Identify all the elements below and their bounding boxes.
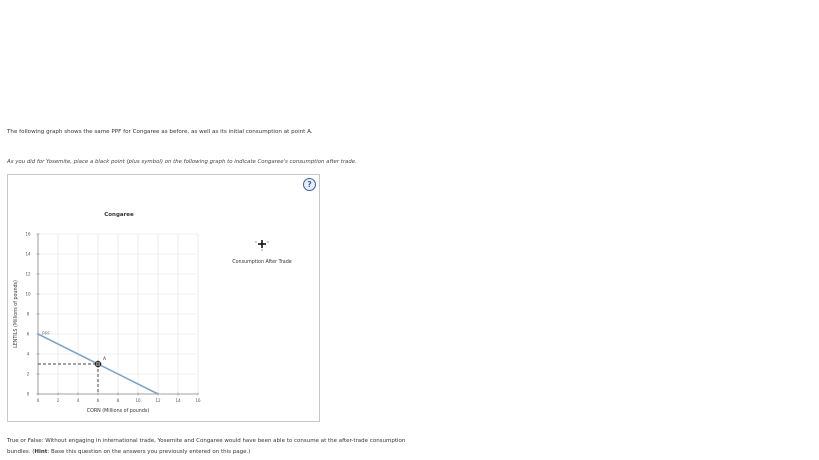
x-tick-label: 16 — [195, 398, 201, 403]
tf-question-line2-prefix: bundles. ( — [7, 449, 35, 455]
legend-label: Consumption After Trade — [232, 260, 292, 265]
true-false-question — [7, 436, 807, 458]
plus-icon-dot — [267, 241, 268, 242]
y-tick-label: 10 — [25, 291, 31, 297]
y-tick-label: 6 — [26, 331, 30, 337]
x-tick-label: 2 — [56, 398, 60, 403]
ppf-label: PPF — [42, 332, 51, 337]
x-tick-label: 6 — [96, 398, 100, 403]
tf-question-line2-suffix: : Base this question on the answers you previously entered on this page.) — [47, 449, 251, 455]
chart-title: Congaree — [104, 212, 134, 218]
hint-label: Hint — [34, 449, 48, 455]
x-axis-label: CORN (Millions of pounds) — [86, 409, 150, 414]
x-tick-label: 12 — [155, 398, 161, 403]
point-a-marker — [95, 361, 102, 368]
intro-text: The following graph shows the same PPF for Congaree as before, as well as its initial consumption at point A. — [7, 129, 313, 135]
y-tick-label: 0 — [26, 391, 30, 397]
y-tick-label: 16 — [25, 231, 31, 237]
y-tick-label: 14 — [25, 251, 31, 257]
y-tick-label: 12 — [25, 271, 31, 277]
legend-plus-symbol[interactable] — [255, 240, 268, 251]
y-axis-label: LENTILS (Millions of pounds) — [14, 280, 19, 348]
plus-icon-dot — [261, 249, 262, 250]
y-tick-label: 4 — [26, 351, 30, 357]
x-tick-label: 0 — [36, 398, 40, 403]
plus-icon-dot — [255, 241, 256, 242]
x-tick-label: 8 — [116, 398, 120, 403]
tf-question-line1: True or False: Without engaging in international trade, Yosemite and Congaree would have been able to consume at the after-trade consumption — [7, 438, 406, 444]
y-tick-label: 2 — [26, 371, 30, 377]
x-tick-label: 14 — [175, 398, 181, 403]
x-tick-label: 10 — [135, 398, 141, 403]
x-tick-label: 4 — [76, 398, 80, 403]
y-tick-label: 8 — [26, 311, 30, 317]
axes — [25, 232, 201, 404]
points — [38, 356, 107, 394]
instruction-text: As you did for Yosemite, place a black point (plus symbol) on the following graph to indicate Congaree's consumption after trade. — [7, 159, 357, 165]
point-a-label: A — [103, 357, 107, 362]
question-mark-icon[interactable]: ? — [303, 178, 316, 191]
grid — [38, 234, 198, 394]
